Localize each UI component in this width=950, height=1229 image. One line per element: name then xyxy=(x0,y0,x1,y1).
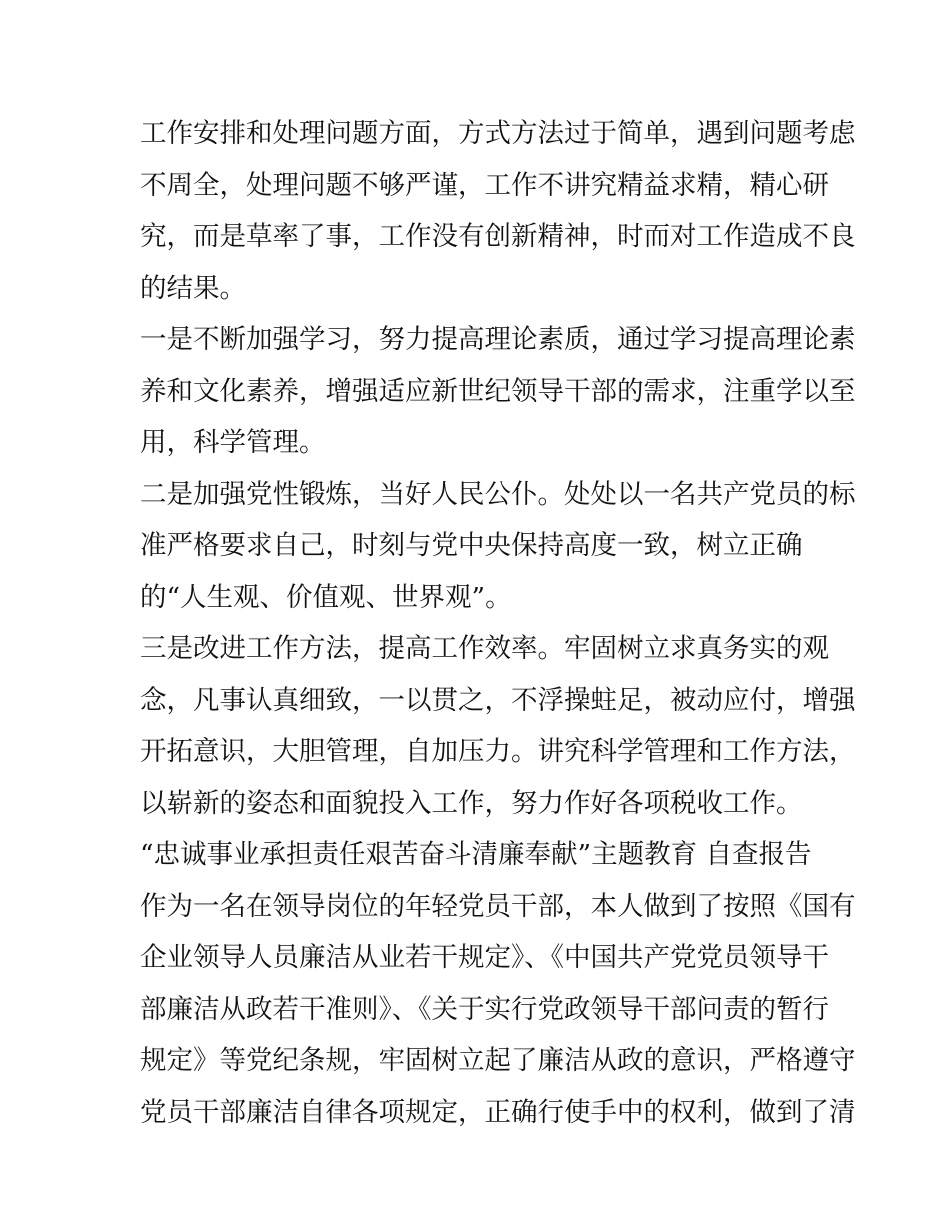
text-line: 开拓意识，大胆管理，自加压力。讲究科学管理和工作方法， xyxy=(140,736,856,767)
text-line: 三是改进工作方法，提高工作效率。牢固树立求真务实的观 xyxy=(140,633,829,664)
text-line: 部廉洁从政若干准则》、《关于实行党政领导干部问责的暂行 xyxy=(140,993,829,1025)
text-line: 工作安排和处理问题方面，方式方法过于简单，遇到问题考虑 xyxy=(140,118,856,149)
text-line: 党员干部廉洁自律各项规定，正确行使手中的权利，做到了清 xyxy=(140,1096,856,1128)
document-body xyxy=(140,108,856,1138)
text-line: 养和文化素养，增强适应新世纪领导干部的需求，注重学以至 xyxy=(140,375,856,407)
text-line: 以崭新的姿态和面貌投入工作，努力作好各项税收工作。 xyxy=(140,787,803,819)
text-line: 念，凡事认真细致，一以贯之，不浮操蛀足，被动应付，增强 xyxy=(140,684,856,716)
text-line: 作为一名在领导岗位的年轻党员干部，本人做到了按照《国有 xyxy=(140,890,856,922)
text-line: 的结果。 xyxy=(140,272,246,304)
text-line: 规定》等党纪条规，牢固树立起了廉洁从政的意识，严格遵守 xyxy=(140,1045,856,1076)
text-line: 究，而是草率了事，工作没有创新精神，时而对工作造成不良 xyxy=(140,221,856,252)
text-line: 二是加强党性锻炼，当好人民公仆。处处以一名共产党员的标 xyxy=(140,478,856,510)
section-heading: “忠诚事业承担责任艰苦奋斗清廉奉献”主题教育 自查报告 xyxy=(140,839,812,870)
text-line: 企业领导人员廉洁从业若干规定》、《中国共产党党员领导干 xyxy=(140,942,829,973)
text-line: 用，科学管理。 xyxy=(140,427,326,458)
text-line: 一是不断加强学习，努力提高理论素质，通过学习提高理论素 xyxy=(140,324,856,355)
text-line: 不周全，处理问题不够严谨，工作不讲究精益求精，精心研 xyxy=(140,169,829,201)
text-line: 的“人生观、价值观、世界观”。 xyxy=(140,581,512,613)
text-line: 准严格要求自己，时刻与党中央保持高度一致，树立正确 xyxy=(140,530,803,561)
